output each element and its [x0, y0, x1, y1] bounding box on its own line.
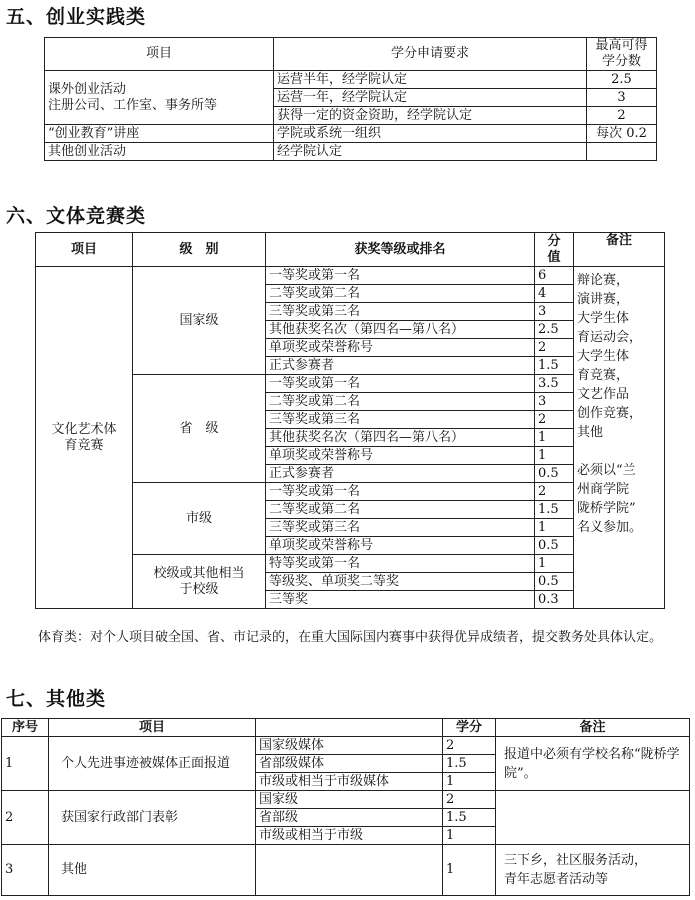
entrepreneurship-table	[44, 37, 657, 161]
table-cell: 运营一年，经学院认定	[274, 89, 587, 107]
rank-cell: 其他获奖名次（第四名—第八名）	[266, 321, 535, 339]
sports-footnote: 体育类：对个人项目破全国、省、市记录的，在重大国际国内赛事中获得优异成绩者，提交教务处具体认定。	[38, 630, 663, 645]
level-cell: 市级	[133, 483, 266, 555]
credit-cell: 1	[443, 827, 496, 845]
rank-cell: 三等奖或第三名	[266, 411, 535, 429]
header-cell: 级 别	[133, 233, 266, 267]
item-cell: 文化艺术体 育竞赛	[36, 267, 133, 609]
table-cell: 获得一定的资金资助，经学院认定	[274, 107, 587, 125]
level-cell	[256, 845, 443, 896]
score-cell: 2.5	[535, 321, 574, 339]
rank-cell: 三等奖	[266, 591, 535, 609]
item-cell: 个人先进事迹被媒体正面报道	[49, 737, 256, 791]
header-cell: 序号	[2, 719, 49, 737]
rank-cell: 单项奖或荣誉称号	[266, 537, 535, 555]
header-cell: 分 值	[535, 233, 574, 267]
rank-cell: 二等奖或第二名	[266, 393, 535, 411]
header-cell: 最高可得 学分数	[587, 38, 657, 71]
score-cell: 6	[535, 267, 574, 285]
table-row	[45, 143, 657, 161]
score-cell: 4	[535, 285, 574, 303]
number-cell: 2	[2, 791, 49, 845]
note-cell	[496, 791, 690, 845]
competition-table	[35, 232, 665, 609]
credit-cell: 1	[443, 845, 496, 896]
header-cell: 项目	[49, 719, 256, 737]
header-cell: 学分	[443, 719, 496, 737]
item-cell: “创业教育”讲座	[45, 125, 274, 143]
score-cell: 2	[535, 339, 574, 357]
score-cell: 0.5	[535, 537, 574, 555]
section-6-title: 六、文体竞赛类	[6, 205, 147, 227]
score-cell: 1	[535, 447, 574, 465]
level-cell: 省 级	[133, 375, 266, 483]
rank-cell: 特等奖或第一名	[266, 555, 535, 573]
rank-cell: 一等奖或第一名	[266, 483, 535, 501]
note-cell: 三下乡，社区服务活动， 青年志愿者活动等	[496, 845, 690, 896]
table-cell: 运营半年，经学院认定	[274, 71, 587, 89]
item-cell: 其他	[49, 845, 256, 896]
rank-cell: 二等奖或第二名	[266, 285, 535, 303]
rank-cell: 三等奖或第三名	[266, 519, 535, 537]
table-row	[2, 737, 690, 755]
table-row	[2, 845, 690, 896]
score-cell: 0.3	[535, 591, 574, 609]
table-row	[36, 267, 665, 285]
score-cell: 0.5	[535, 573, 574, 591]
level-cell: 市级或相当于市级媒体	[256, 773, 443, 791]
level-cell: 省部级	[256, 809, 443, 827]
header-row	[2, 719, 690, 737]
level-cell: 市级或相当于市级	[256, 827, 443, 845]
header-cell: 项目	[45, 38, 274, 71]
credit-cell: 3	[587, 89, 657, 107]
credit-cell: 2	[443, 791, 496, 809]
rank-cell: 单项奖或荣誉称号	[266, 447, 535, 465]
header-cell: 备注	[574, 233, 665, 267]
header-cell	[256, 719, 443, 737]
rank-cell: 一等奖或第一名	[266, 267, 535, 285]
item-cell: 其他创业活动	[45, 143, 274, 161]
credit-cell: 1.5	[443, 809, 496, 827]
number-cell: 1	[2, 737, 49, 791]
item-cell: 课外创业活动 注册公司、工作室、事务所等	[45, 71, 274, 125]
credit-cell: 每次 0.2	[587, 125, 657, 143]
item-cell: 获国家行政部门表彰	[49, 791, 256, 845]
header-row	[36, 233, 665, 267]
rank-cell: 三等奖或第三名	[266, 303, 535, 321]
level-cell: 校级或其他相当 于校级	[133, 555, 266, 609]
credit-cell: 1	[443, 773, 496, 791]
rank-cell: 等级奖、单项奖二等奖	[266, 573, 535, 591]
table-row	[45, 71, 657, 89]
score-cell: 2	[535, 483, 574, 501]
rank-cell: 一等奖或第一名	[266, 375, 535, 393]
rank-cell: 正式参赛者	[266, 357, 535, 375]
note-cell: 报道中必须有学校名称“陇桥学院”。	[496, 737, 690, 791]
score-cell: 1	[535, 519, 574, 537]
score-cell: 3	[535, 303, 574, 321]
header-cell: 获奖等级或排名	[266, 233, 535, 267]
table-row	[2, 791, 690, 809]
header-cell: 项目	[36, 233, 133, 267]
level-cell: 国家级媒体	[256, 737, 443, 755]
score-cell: 0.5	[535, 465, 574, 483]
table-cell: 学院或系统一组织	[274, 125, 587, 143]
section-7-title: 七、其他类	[6, 688, 107, 710]
note-cell: 辩论赛， 演讲赛， 大学生体 育运动会， 大学生体 育竞赛， 文艺作品 创作竞赛， 其他 必须以“兰 州商学院 陇桥学院” 名义参加。	[574, 267, 665, 609]
header-row	[45, 38, 657, 71]
score-cell: 2	[535, 411, 574, 429]
table-cell	[587, 143, 657, 161]
credit-cell: 2	[443, 737, 496, 755]
section-5-title: 五、创业实践类	[6, 6, 147, 28]
level-cell: 国家级	[256, 791, 443, 809]
level-cell: 省部级媒体	[256, 755, 443, 773]
score-cell: 3	[535, 393, 574, 411]
score-cell: 1	[535, 429, 574, 447]
score-cell: 3.5	[535, 375, 574, 393]
credit-cell: 2.5	[587, 71, 657, 89]
credit-cell: 1.5	[443, 755, 496, 773]
rank-cell: 其他获奖名次（第四名—第八名）	[266, 429, 535, 447]
rank-cell: 单项奖或荣誉称号	[266, 339, 535, 357]
table-cell: 经学院认定	[274, 143, 587, 161]
level-cell: 国家级	[133, 267, 266, 375]
score-cell: 1.5	[535, 501, 574, 519]
rank-cell: 正式参赛者	[266, 465, 535, 483]
header-cell: 学分申请要求	[274, 38, 587, 71]
table-row	[45, 125, 657, 143]
number-cell: 3	[2, 845, 49, 896]
other-table	[1, 718, 690, 896]
score-cell: 1.5	[535, 357, 574, 375]
header-cell: 备注	[496, 719, 690, 737]
rank-cell: 二等奖或第二名	[266, 501, 535, 519]
score-cell: 1	[535, 555, 574, 573]
credit-cell: 2	[587, 107, 657, 125]
